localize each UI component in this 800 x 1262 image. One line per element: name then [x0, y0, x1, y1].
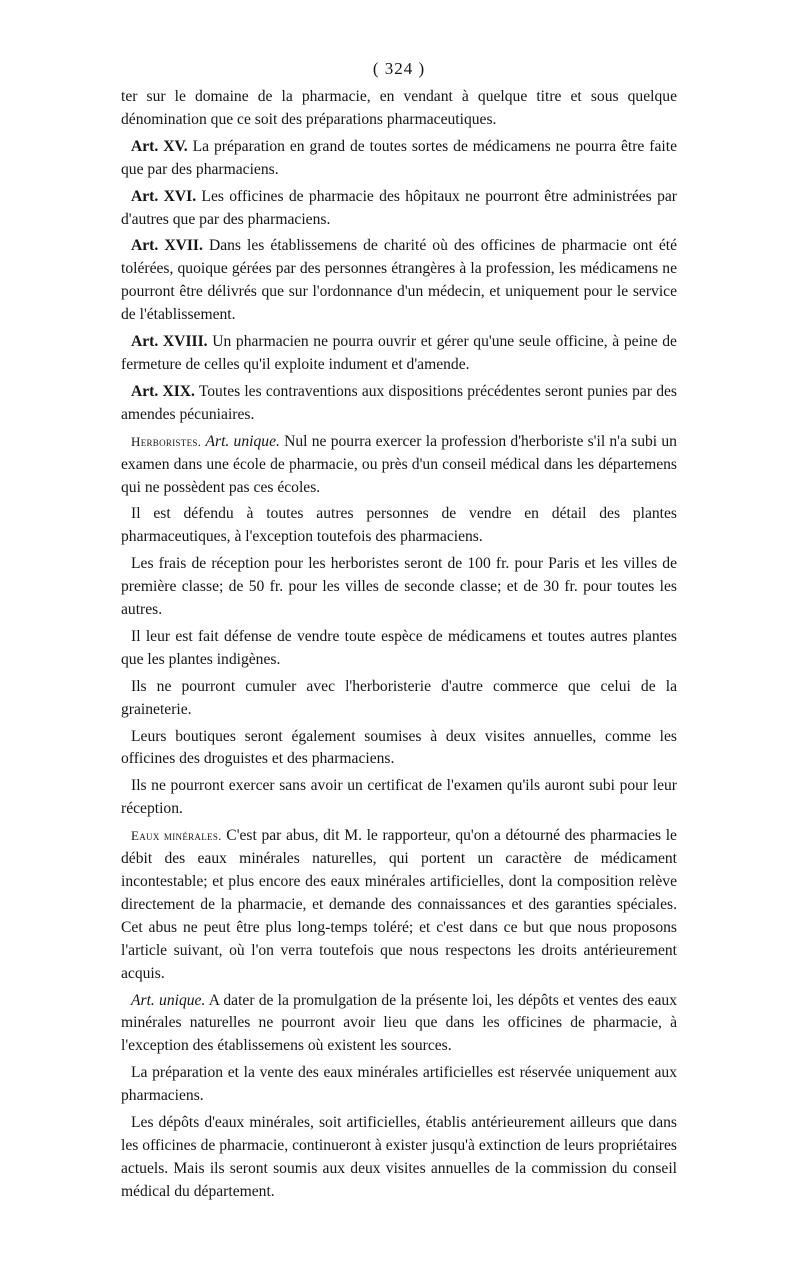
article-heading: Art. unique. — [205, 432, 280, 450]
paragraph — [121, 553, 677, 622]
paragraph-text: A dater de la promulgation de la présente loi, les dépôts et ventes des eaux minérales naturelles ne pourront avoir lieu que dans les officines de pharmacie, à l'exception des établissemens où existent les sources. — [121, 991, 677, 1055]
article-number: Art. XV. — [131, 137, 188, 155]
section-heading: Eaux minérales. — [131, 828, 222, 844]
paragraph-text: Dans les établissemens de charité où des officines de pharmacie ont été tolérées, quoique gérées par des personnes étrangères à la profession, les médicamens ne pourront être délivrés que sur l'ordonnance d'un médecin, et uniquement pour le service de l'établissement. — [121, 237, 677, 324]
paragraph-text: Leurs boutiques seront également soumises à deux visites annuelles, comme les officines des droguistes et des pharmaciens. — [121, 727, 677, 768]
document-page — [121, 58, 677, 1208]
paragraph — [121, 503, 677, 549]
article-number: Art. XIX. — [131, 382, 195, 400]
article-unique — [121, 990, 677, 1059]
article-xvii — [121, 235, 677, 327]
paragraph-text: Ils ne pourront cumuler avec l'herboristerie d'autre commerce que celui de la graineterie. — [121, 677, 677, 718]
paragraph-text: Les frais de réception pour les herboristes seront de 100 fr. pour Paris et les villes de première classe; de 50 fr. pour les villes de seconde classe; et de 30 fr. pour toutes les autres. — [121, 555, 677, 619]
paragraph-text: La préparation en grand de toutes sortes de médicamens ne pourra être faite que par des pharmaciens. — [121, 137, 677, 178]
article-heading: Art. unique. — [131, 991, 206, 1009]
paragraph — [121, 1062, 677, 1108]
article-number: Art. XVIII. — [131, 333, 208, 351]
paragraph — [121, 86, 677, 132]
paragraph-text: Les dépôts d'eaux minérales, soit artificielles, établis antérieurement ailleurs que dans les officines de pharmacie, continueront à exister jusqu'à extinction de leurs propriétaires actuels. Mais ils seront soumis aux deux visites annuelles de la commission du conseil médical du département. — [121, 1114, 677, 1200]
article-xix — [121, 381, 677, 427]
section-heading: Herboristes. — [131, 433, 202, 449]
paragraph-text: La préparation et la vente des eaux minérales artificielles est réservée uniquement aux pharmaciens. — [121, 1064, 677, 1105]
article-number: Art. XVII. — [131, 237, 203, 255]
article-xviii — [121, 331, 677, 377]
paragraph-text: Il leur est fait défense de vendre toute espèce de médicamens et toutes autres plantes que les plantes indigènes. — [121, 627, 677, 668]
paragraph-text: C'est par abus, dit M. le rapporteur, qu'on a détourné des pharmacies le débit des eaux minérales naturelles, qui portent un caractère de médicament incontestable; et plus encore des eaux minérales artificielles, dont la composition relève directement de la pharmacie, et demande des connaissances et des garanties spéciales. Cet abus ne peut être plus long-temps toléré; et c'est dans ce but que nous proposons l'article suivant, où l'on verra toutefois que nous respectons les droits antérieurement acquis. — [121, 827, 677, 982]
paragraph-text: ter sur le domaine de la pharmacie, en vendant à quelque titre et sous quelque dénomination que ce soit des préparations pharmaceutiques. — [121, 88, 677, 128]
paragraph-text: Nul ne pourra exercer la profession d'herboriste s'il n'a subi un examen dans une école de pharmacie, ou près d'un conseil médical dans les départemens qui ne possèdent pas ces écoles. — [121, 432, 677, 496]
paragraph — [121, 1112, 677, 1204]
paragraph — [121, 676, 677, 722]
paragraph — [121, 626, 677, 672]
section-herboristes — [121, 431, 677, 500]
article-xv — [121, 136, 677, 182]
paragraph-text: Toutes les contraventions aux dispositions précédentes seront punies par des amendes pécuniaires. — [121, 382, 677, 423]
section-eaux-minerales — [121, 825, 677, 985]
paragraph-text: Ils ne pourront exercer sans avoir un certificat de l'examen qu'ils auront subi pour leur réception. — [121, 777, 677, 818]
paragraph-text: Il est défendu à toutes autres personnes de vendre en détail des plantes pharmaceutiques, à l'exception toutefois des pharmaciens. — [121, 505, 677, 546]
paragraph — [121, 775, 677, 821]
page-number: ( 324 ) — [372, 59, 426, 78]
article-number: Art. XVI. — [131, 187, 197, 205]
article-xvi — [121, 186, 677, 232]
paragraph-text: Un pharmacien ne pourra ouvrir et gérer qu'une seule officine, à peine de fermeture de celles qu'il exploite indument et d'amende. — [121, 333, 677, 373]
paragraph — [121, 726, 677, 772]
paragraph-text: Les officines de pharmacie des hôpitaux ne pourront être administrées par d'autres que par des pharmaciens. — [121, 187, 677, 228]
